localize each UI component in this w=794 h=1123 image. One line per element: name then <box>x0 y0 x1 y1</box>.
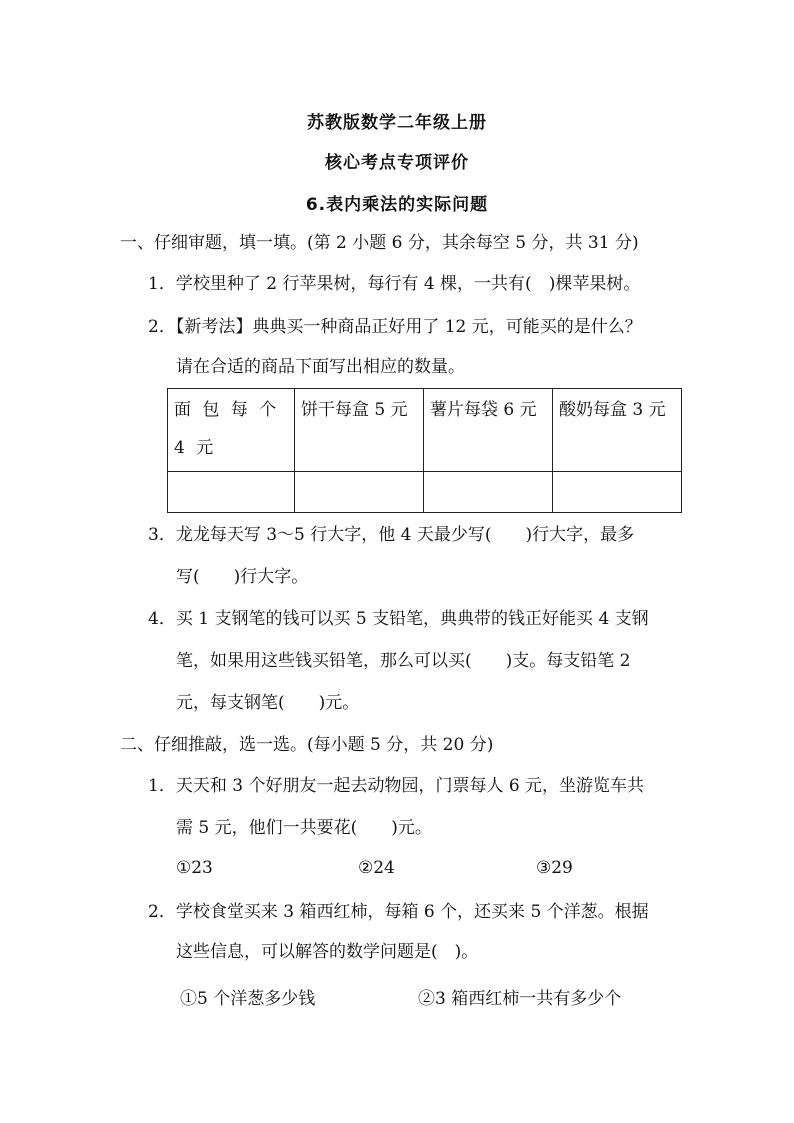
s1-question-1: 1．学校里种了 2 行苹果树，每行有 4 棵，一共有( )棵苹果树。 <box>148 274 641 294</box>
answer-cell-bread[interactable] <box>168 472 295 513</box>
answer-cell-yogurt[interactable] <box>553 472 682 513</box>
s2-question-1-line2: 需 5 元，他们一共要花( )元。 <box>176 818 432 838</box>
s2-q1-option-1[interactable]: ①23 <box>176 858 213 878</box>
s2-question-2-line2: 这些信息，可以解答的数学问题是( )。 <box>176 942 479 962</box>
section1-heading: 一、仔细审题，填一填。(第 2 小题 6 分，其余每空 5 分，共 31 分) <box>120 233 639 253</box>
s2-question-2-line1: 2．学校食堂买来 3 箱西红柿，每箱 6 个，还买来 5 个洋葱。根据 <box>148 902 649 922</box>
unit-title: 6.表内乘法的实际问题 <box>305 195 489 215</box>
section2-heading: 二、仔细推敲，选一选。(每小题 5 分，共 20 分) <box>120 735 494 755</box>
goods-cell-biscuit: 饼干每盒 5 元 <box>295 389 424 472</box>
goods-table-answer-row <box>168 472 682 513</box>
s1-question-4-line1: 4．买 1 支钢笔的钱可以买 5 支铅笔，典典带的钱正好能买 4 支钢 <box>148 609 649 629</box>
s1-question-2-line1: 2．【新考法】典典买一种商品正好用了 12 元，可能买的是什么？ <box>148 317 642 337</box>
s1-question-3-line1: 3．龙龙每天写 3～5 行大字，他 4 天最少写( )行大字，最多 <box>148 525 635 545</box>
document-title: 苏教版数学二年级上册 <box>307 113 487 133</box>
s1-question-4-line2: 笔，如果用这些钱买铅笔，那么可以买( )支。每支铅笔 2 <box>176 651 631 671</box>
answer-cell-chips[interactable] <box>424 472 553 513</box>
goods-cell-yogurt: 酸奶每盒 3 元 <box>553 389 682 472</box>
answer-cell-biscuit[interactable] <box>295 472 424 513</box>
s2-q2-option-1[interactable]: ①5 个洋葱多少钱 <box>180 989 316 1009</box>
s1-question-2-line2: 请在合适的商品下面写出相应的数量。 <box>176 357 465 377</box>
s1-question-3-line2: 写( )行大字。 <box>176 567 309 587</box>
document-subtitle: 核心考点专项评价 <box>325 153 469 173</box>
goods-table <box>167 388 682 513</box>
s2-question-1-line1: 1．天天和 3 个好朋友一起去动物园，门票每人 6 元，坐游览车共 <box>148 776 645 796</box>
goods-table-header-row <box>168 389 682 472</box>
goods-cell-chips: 薯片每袋 6 元 <box>424 389 553 472</box>
s2-q2-option-2[interactable]: ②3 箱西红柿一共有多少个 <box>418 989 622 1009</box>
s2-q1-option-2[interactable]: ②24 <box>358 858 395 878</box>
s2-q1-option-3[interactable]: ③29 <box>536 858 573 878</box>
goods-cell-bread: 面 包 每 个 4 元 <box>168 389 295 472</box>
s1-question-4-line3: 元，每支钢笔( )元。 <box>176 693 360 713</box>
